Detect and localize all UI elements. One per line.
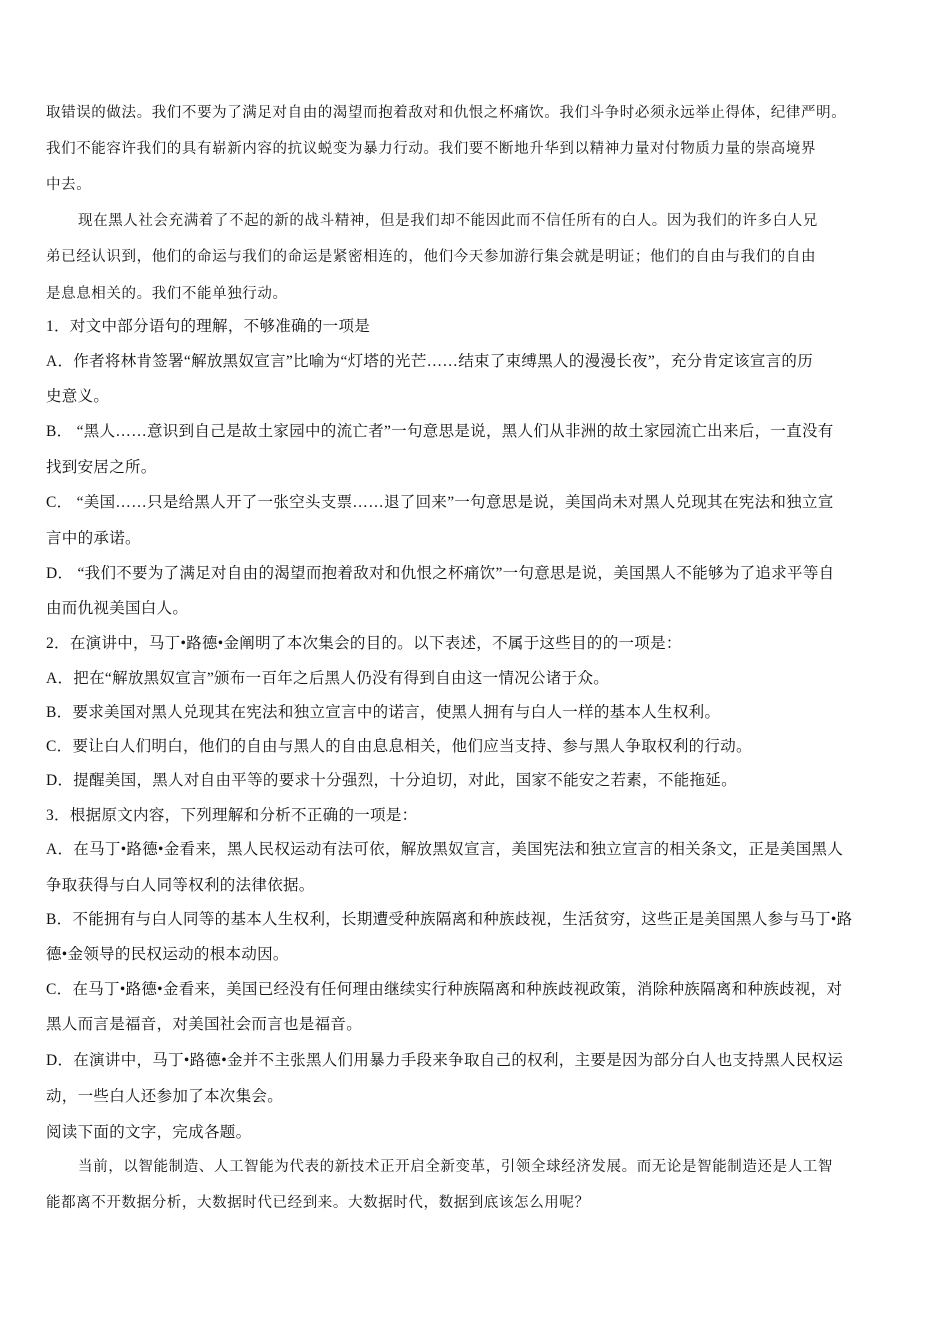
question-stem: 2．在演讲中，马丁•路德•金阐明了本次集会的目的。以下表述，不属于这些目的的一项是：: [46, 635, 682, 652]
option-b-cont: 德•金领导的民权运动的根本动因。: [46, 946, 289, 963]
option-d: D． “我们不要为了满足对自由的渴望而抱着敌对和仇恨之杯痛饮”一句意思是说，美国黑人不能够为了追求平等自: [46, 565, 835, 582]
option-c: C． “美国……只是给黑人开了一张空头支票……退了回来”一句意思是说，美国尚未对黑人兑现其在宪法和独立宣: [46, 494, 834, 511]
passage-line: 取错误的做法。我们不要为了满足对自由的渴望而抱着敌对和仇恨之杯痛饮。我们斗争时必须永远举止得体，纪律严明。: [46, 105, 847, 121]
passage-line: 当前，以智能制造、人工智能为代表的新技术正开启全新变革，引领全球经济发展。而无论是智能制造还是人工智: [78, 1159, 833, 1175]
option-a: A．作者将林肯签署“解放黑奴宣言”比喻为“灯塔的光芒……结束了束缚黑人的漫漫长夜”，充分肯定该宣言的历: [46, 353, 814, 370]
passage-line: 弟已经认识到，他们的命运与我们的命运是紧密相连的，他们今天参加游行集会就是明证；他们的自由与我们的自由: [46, 249, 817, 265]
option-c-cont: 言中的承诺。: [46, 530, 141, 547]
passage-line: 现在黑人社会充满着了不起的新的战斗精神，但是我们却不能因此而不信任所有的白人。因为我们的许多白人兄: [78, 213, 818, 229]
option-a-cont: 史意义。: [46, 388, 110, 405]
option-a: A．把在“解放黑奴宣言”颁布一百年之后黑人仍没有得到自由这一情况公诸于众。: [46, 670, 610, 687]
passage-line: 是息息相关的。我们不能单独行动。: [46, 286, 288, 302]
passage-line: 能都离不开数据分析，大数据时代已经到来。大数据时代，数据到底该怎么用呢？: [46, 1195, 590, 1211]
option-d-cont: 由而仇视美国白人。: [46, 600, 189, 617]
option-d-cont: 动，一些白人还参加了本次集会。: [46, 1088, 284, 1105]
passage-line: 我们不能容许我们的具有崭新内容的抗议蜕变为暴力行动。我们要不断地升华到以精神力量对付物质力量的崇高境界: [46, 141, 817, 157]
passage-line: 中去。: [46, 177, 92, 193]
option-d: D．提醒美国，黑人对自由平等的要求十分强烈，十分迫切，对此，国家不能安之若素，不能拖延。: [46, 772, 737, 789]
option-a-cont: 争取获得与白人同等权利的法律依据。: [46, 877, 315, 894]
option-c: C．在马丁•路德•金看来，美国已经没有任何理由继续实行种族隔离和种族歧视政策，消除种族隔离和种族歧视，对: [46, 981, 843, 998]
option-a: A．在马丁•路德•金看来，黑人民权运动有法可依，解放黑奴宣言，美国宪法和独立宣言的相关条文，正是美国黑人: [46, 841, 844, 858]
option-c-cont: 黑人而言是福音，对美国社会而言也是福音。: [46, 1016, 363, 1033]
option-b: B．不能拥有与白人同等的基本人生权利，长期遭受种族隔离和种族歧视，生活贫穷，这些正是美国黑人参与马丁•路: [46, 911, 853, 928]
option-d: D．在演讲中，马丁•路德•金并不主张黑人们用暴力手段来争取自己的权利，主要是因为部分白人也支持黑人民权运: [46, 1052, 844, 1069]
question-stem: 1．对文中部分语句的理解，不够准确的一项是: [46, 318, 371, 335]
question-stem: 3．根据原文内容，下列理解和分析不正确的一项是：: [46, 807, 418, 824]
option-c: C．要让白人们明白，他们的自由与黑人的自由息息相关，他们应当支持、参与黑人争取权利的行动。: [46, 738, 752, 755]
option-b: B．要求美国对黑人兑现其在宪法和独立宣言中的诺言，使黑人拥有与白人一样的基本人生权利。: [46, 704, 721, 721]
option-b: B． “黑人……意识到自己是故土家园中的流亡者”一句意思是说，黑人们从非洲的故土家园流亡出来后，一直没有: [46, 423, 834, 440]
option-b-cont: 找到安居之所。: [46, 459, 157, 476]
section-heading: 阅读下面的文字，完成各题。: [46, 1124, 252, 1141]
